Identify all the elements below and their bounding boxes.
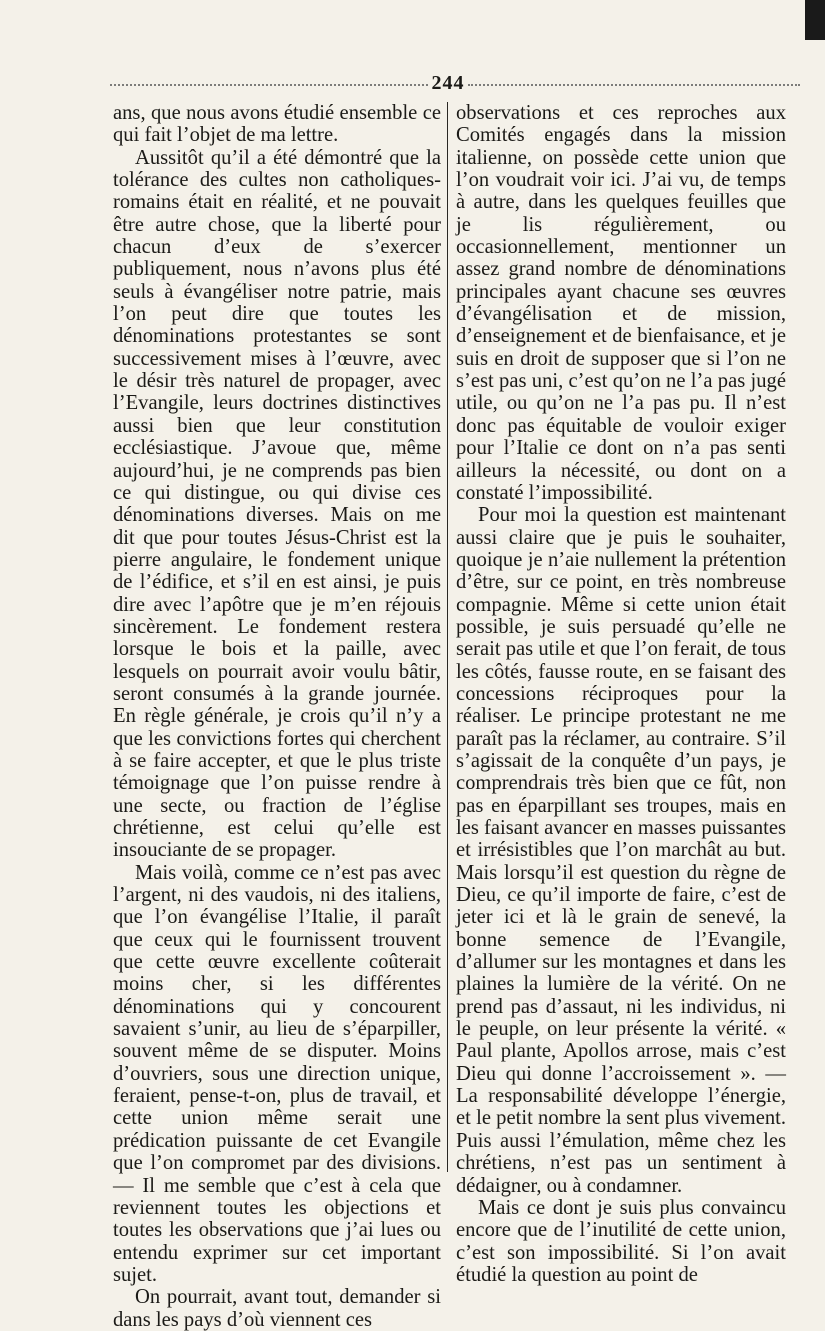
paragraph: Pour moi la question est maintenant aussi claire que je puis le souhaiter, quoique je n’aie nullement la prétention d’être, sur ce point, en très nombreuse compagnie. Même si cette union était possible, je suis persuadé qu’elle ne serait pas utile et que l’on ferait, de tous les côtés, fausse route, en se faisant des concessions réciproques pour la réaliser. Le principe protestant ne me paraît pas la réclamer, au contraire. S’il s’agissait de la conquête d’un pays, je comprendrais très bien que ce fût, non pas en éparpillant ses troupes, mais en les faisant avancer en masses puissantes et irrésistibles que l’on marchât au but. Mais lorsqu’il est question du règne de Dieu, ce qu’il importe de faire, c’est de jeter ici et là le grain de senevé, la bonne semence de l’Evangile, d’allumer sur les montagnes et dans les plaines la lumière de la vérité. On ne prend pas d’assaut, ni les individus, ni le peuple, on leur présente la vérité. « Paul plante, Apollos arrose, mais c’est Dieu qui donne l’accroissement ». — La responsabilité développe l’énergie, et le petit nombre la sent plus vivement. Puis aussi l’émulation, même chez les chrétiens, n’est pas un sentiment à dédaigner, ou à condamner.	[456, 504, 786, 1197]
right-column	[456, 102, 786, 1286]
column-divider	[447, 102, 448, 1172]
page-header	[110, 72, 800, 96]
paragraph: ans, que nous avons étudié ensemble ce qui fait l’objet de ma lettre.	[113, 102, 441, 147]
paragraph: Aussitôt qu’il a été démontré que la tolérance des cultes non catholiques-romains était en réalité, et ne pouvait être autre chose, que la liberté pour chacun d’eux de s’exercer publiquement, nous n’avons plus été seuls à évangéliser notre patrie, mais l’on peut dire que toutes les dénominations protestantes se sont successivement mises à l’œuvre, avec le désir très naturel de propager, avec l’Evangile, leurs doctrines distinctives aussi bien que leur constitution ecclésiastique. J’avoue que, même aujourd’hui, je ne comprends pas bien ce qui distingue, ou qui divise ces dénominations diverses. Mais on me dit que pour toutes Jésus-Christ est la pierre angulaire, le fondement unique de l’édifice, et s’il en est ainsi, je puis dire avec l’apôtre que je m’en réjouis sincèrement. Le fondement restera lorsque le bois et la paille, avec lesquels on pourrait avoir voulu bâtir, seront consumés à la grande journée. En règle générale, je crois qu’il n’y a que les convictions fortes qui cherchent à se faire accepter, et que le plus triste témoignage que l’on puisse rendre à une secte, ou fraction de l’église chrétienne, est celui qu’elle est insouciante de se propager.	[113, 146, 441, 862]
page-number: 244	[431, 72, 465, 94]
paragraph: Mais voilà, comme ce n’est pas avec l’argent, ni des vaudois, ni des italiens, que l’on évangélise l’Italie, il paraît que ceux qui le fournissent trouvent que cette œuvre excellente coûterait moins cher, si les différentes dénominations qui y concourent savaient s’unir, au lieu de s’éparpiller, souvent même de se disputer. Moins d’ouvriers, sous une direction unique, feraient, pense-t-on, plus de travail, et cette union même serait une prédication puissante de cet Evangile que l’on compromet par des divisions. — Il me semble que c’est à cela que reviennent toutes les objections et toutes les observations que j’ai lues ou entendu exprimer sur cet important sujet.	[113, 861, 441, 1286]
left-column	[113, 102, 441, 1331]
header-ornament-right	[468, 84, 800, 92]
paragraph: observations et ces reproches aux Comités engagés dans la mission italienne, on possède cette union que l’on voudrait voir ici. J’ai vu, de temps à autre, dans les quelques feuilles que je lis régulièrement, ou occasionnellement, mentionner un assez grand nombre de dénominations principales ayant chacune ses œuvres d’évangélisation et de mission, d’enseignement et de bienfaisance, et je suis en droit de supposer que si l’on ne s’est pas uni, c’est qu’on ne l’a pas jugé utile, ou qu’on ne l’a pas pu. Il n’est donc pas équitable de vouloir exiger pour l’Italie ce dont on n’a pas senti ailleurs la nécessité, ou dont on a constaté l’impossibilité.	[456, 102, 786, 504]
paragraph: Mais ce dont je suis plus convaincu encore que de l’inutilité de cette union, c’est son impossibilité. Si l’on avait étudié la question au point de	[456, 1196, 786, 1286]
header-ornament-left	[110, 84, 428, 92]
paragraph: On pourrait, avant tout, demander si dans les pays d’où viennent ces	[113, 1286, 441, 1331]
scan-corner-mark	[805, 0, 825, 40]
